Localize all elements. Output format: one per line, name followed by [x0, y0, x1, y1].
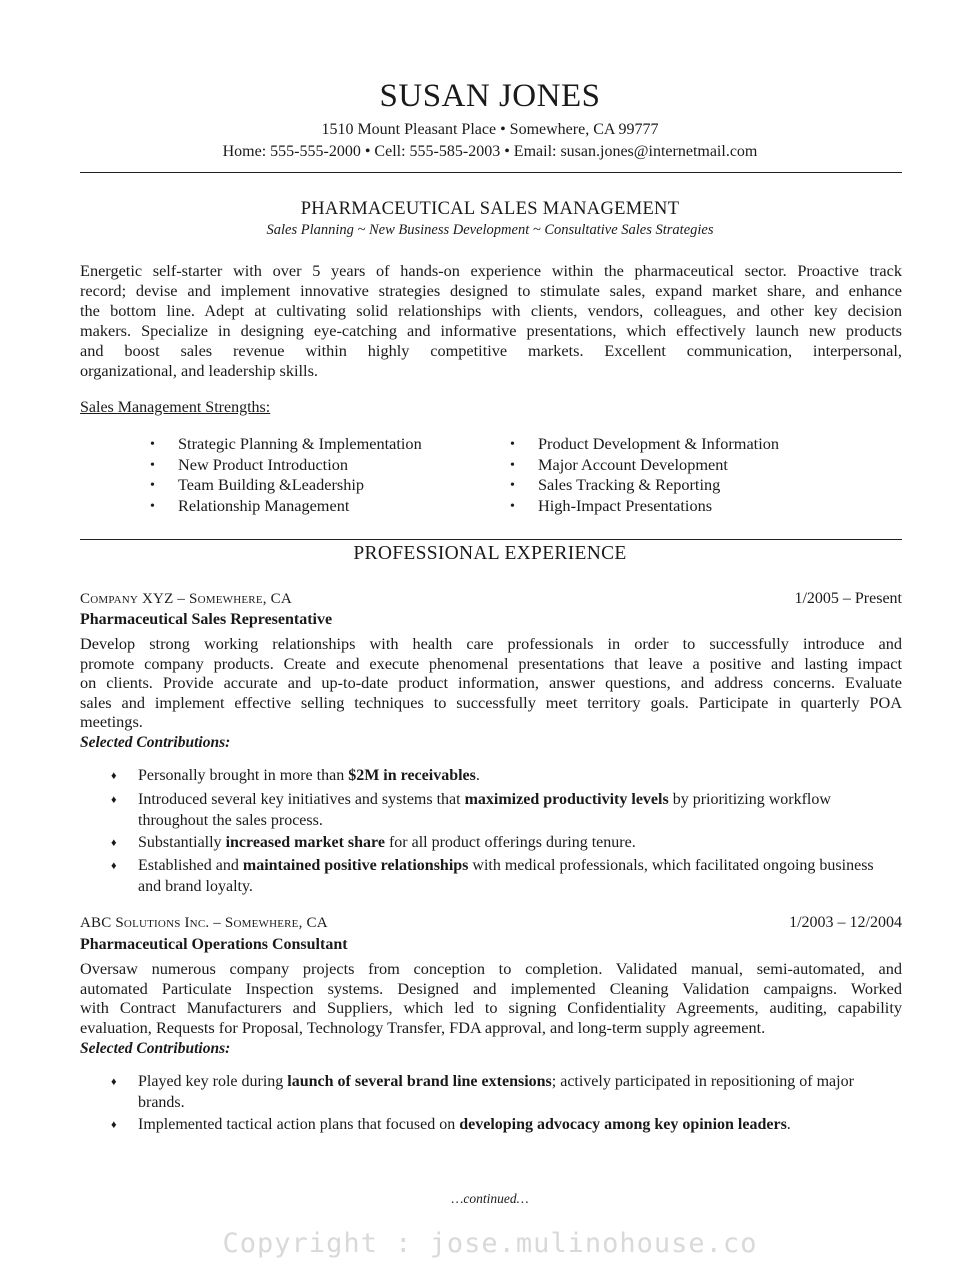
diamond-bullet-icon: ♦	[111, 860, 117, 872]
contribution-text: Established and	[138, 857, 243, 874]
strength-item: Product Development & Information	[538, 434, 779, 453]
strength-item: Team Building &Leadership	[178, 475, 365, 494]
contribution-text: Implemented tactical action plans that focused on	[138, 1116, 460, 1133]
strength-item: Major Account Development	[538, 455, 728, 474]
diamond-bullet-icon: ♦	[111, 1076, 117, 1088]
bullet-icon: •	[510, 499, 515, 514]
strength-item: Strategic Planning & Implementation	[178, 434, 422, 453]
diamond-bullet-icon: ♦	[111, 1119, 117, 1131]
contribution-item	[138, 832, 908, 853]
strength-item: Relationship Management	[178, 496, 350, 515]
applicant-name: SUSAN JONES	[379, 78, 601, 114]
contribution-highlight: maintained positive relationships	[242, 857, 469, 874]
contribution-item	[138, 789, 838, 831]
continued-note: …continued…	[451, 1191, 529, 1206]
contribution-item	[138, 765, 908, 786]
contribution-highlight: maximized productivity levels	[464, 791, 669, 808]
contribution-item	[138, 855, 888, 897]
job-description	[80, 634, 902, 732]
experience-heading: PROFESSIONAL EXPERIENCE	[353, 543, 627, 564]
header-divider	[80, 172, 902, 173]
contributions-heading: Selected Contributions:	[80, 734, 231, 751]
strength-item: New Product Introduction	[178, 455, 349, 474]
profile-tagline: Sales Planning ~ New Business Development ~ Consultative Sales Strategies	[266, 222, 714, 238]
contribution-highlight: $2M in receivables	[348, 767, 476, 784]
description-line: sales and implement effective selling techniques to successfully meet territory goals. Participate in quarterly POA	[80, 692, 902, 712]
contribution-item	[138, 1114, 908, 1135]
job-dates: 1/2005 – Present	[794, 590, 902, 607]
diamond-bullet-icon: ♦	[111, 837, 117, 849]
summary-line: Energetic self-starter with over 5 years of hands-on experience within the pharmaceutical sector. Proactive track	[80, 261, 902, 280]
summary-line: and boost sales revenue within highly competitive markets. Excellent communication, interpersonal,	[80, 341, 902, 360]
bullet-icon: •	[150, 499, 155, 514]
contribution-text: .	[475, 767, 480, 784]
job-dates: 1/2003 – 12/2004	[789, 914, 902, 931]
contribution-text: Played key role during	[138, 1073, 288, 1090]
description-line: Develop strong working relationships with health care professionals in order to successfully introduce and	[80, 634, 902, 653]
contribution-item	[138, 1071, 888, 1113]
bullet-icon: •	[150, 458, 155, 473]
description-line: automated Particulate Inspection systems. Designed and implemented Cleaning Validation campaigns. Worked	[80, 978, 902, 998]
job-title: Pharmaceutical Sales Representative	[80, 611, 333, 628]
job-title: Pharmaceutical Operations Consultant	[80, 936, 348, 953]
copyright-watermark: Copyright : jose.mulinohouse.co	[222, 1228, 758, 1259]
address-line: 1510 Mount Pleasant Place • Somewhere, CA 99777	[321, 121, 659, 138]
contribution-text: ; actively participated in repositioning of major brands.	[138, 1073, 854, 1111]
profile-summary	[80, 261, 902, 381]
bullet-icon: •	[510, 437, 515, 452]
contribution-text: Substantially	[138, 834, 226, 851]
bullet-icon: •	[510, 478, 515, 493]
contribution-text: by prioritizing workflow throughout the sales process.	[138, 791, 831, 829]
contribution-text: with medical professionals, which facilitated ongoing business and brand loyalty.	[138, 857, 874, 895]
contact-line: Home: 555-555-2000 • Cell: 555-585-2003 • Email: susan.jones@internetmail.com	[222, 143, 758, 160]
bullet-icon: •	[150, 478, 155, 493]
contribution-text: for all product offerings during tenure.	[384, 834, 636, 851]
description-line: meetings.	[80, 712, 143, 731]
diamond-bullet-icon: ♦	[111, 794, 117, 806]
section-divider	[80, 539, 902, 540]
strength-item: Sales Tracking & Reporting	[538, 475, 721, 494]
summary-line: record; devise and implement innovative strategies designed to stimulate sales, expand market share, and enhance	[80, 281, 902, 300]
description-line: with Contract Manufacturers and Suppliers, which led to signing Confidentiality Agreements, auditing, capability	[80, 998, 902, 1017]
contribution-text: .	[786, 1116, 791, 1133]
bullet-icon: •	[150, 437, 155, 452]
contribution-highlight: launch of several brand line extensions	[287, 1073, 552, 1090]
description-line: evaluation, Requests for Proposal, Technology Transfer, FDA approval, and long-term supply agreement.	[80, 1017, 766, 1037]
job-company: ABC Solutions Inc. – Somewhere, CA	[80, 915, 328, 931]
description-line: Oversaw numerous company projects from conception to completion. Validated manual, semi-automated, and	[80, 959, 902, 978]
summary-line: the bottom line. Adept at cultivating solid relationships with clients, vendors, colleagues, and other key decision	[80, 301, 902, 320]
summary-line: makers. Specialize in designing eye-catching and informative presentations, which effectively launch new products	[80, 321, 902, 340]
description-line: on clients. Provide accurate and up-to-date product information, answer questions, and address concerns. Evaluate	[80, 673, 902, 692]
contribution-text: Personally brought in more than	[138, 767, 349, 784]
contributions-heading: Selected Contributions:	[80, 1040, 231, 1057]
contribution-text: Introduced several key initiatives and systems that	[138, 791, 465, 808]
strength-item: High-Impact Presentations	[538, 496, 713, 515]
contribution-highlight: developing advocacy among key opinion leaders	[459, 1116, 787, 1133]
contribution-highlight: increased market share	[225, 834, 385, 851]
job-description	[80, 959, 902, 1037]
bullet-icon: •	[510, 458, 515, 473]
profile-headline: PHARMACEUTICAL SALES MANAGEMENT	[300, 199, 680, 219]
strengths-heading: Sales Management Strengths:	[80, 399, 271, 416]
diamond-bullet-icon: ♦	[111, 770, 117, 782]
summary-line: organizational, and leadership skills.	[80, 361, 318, 380]
job-company: Company XYZ – Somewhere, CA	[80, 591, 292, 607]
description-line: promote company products. Create and execute phenomenal presentations that leave a positive and lasting impact	[80, 653, 902, 673]
